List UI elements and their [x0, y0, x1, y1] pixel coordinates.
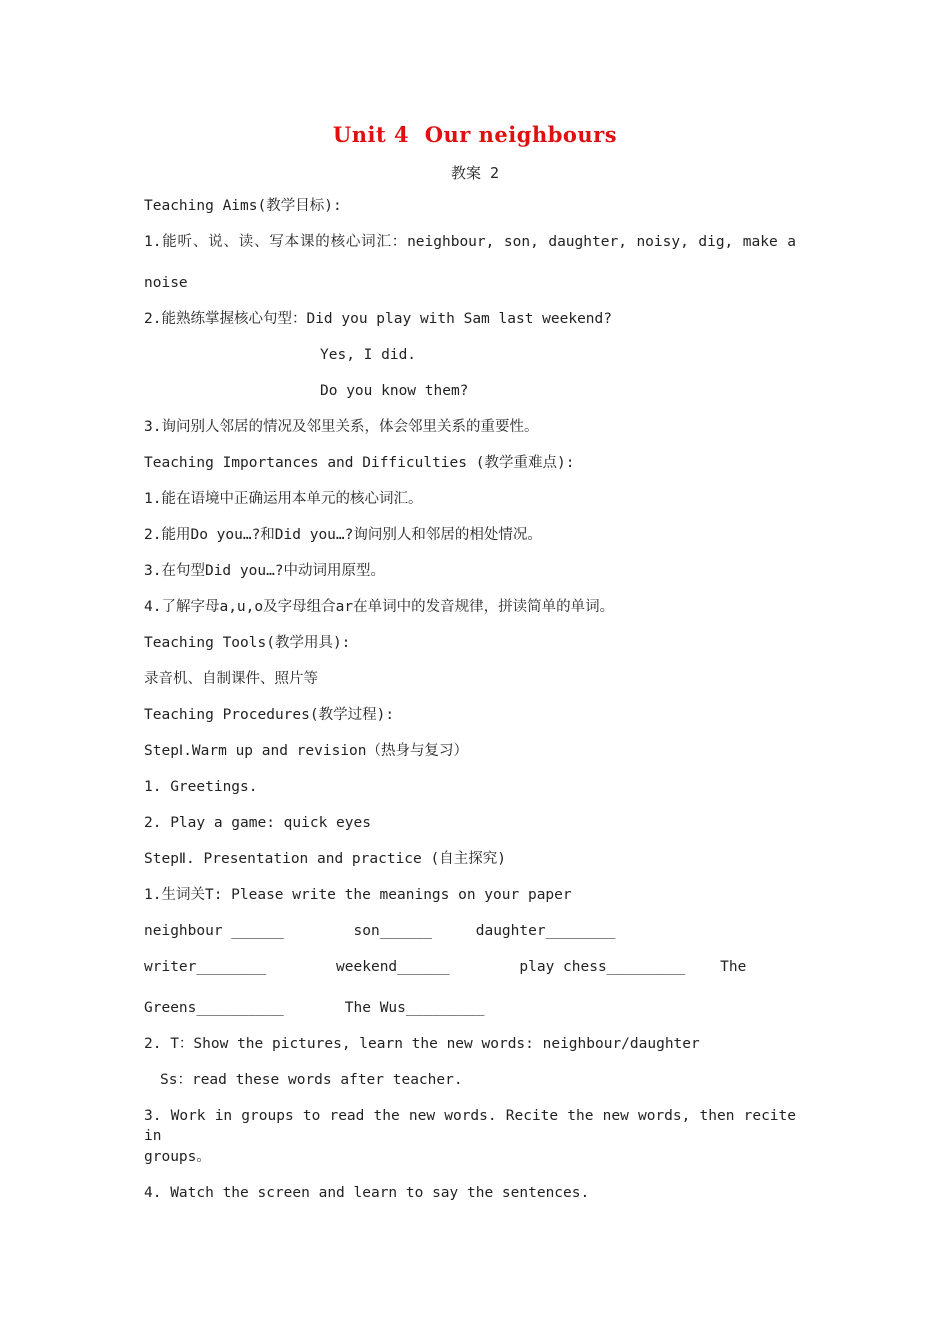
section-heading-tools: Teaching Tools(教学用具): [144, 635, 351, 651]
vocab-blanks-row-1: neighbour ______ son______ daughter________ [144, 923, 616, 939]
step-1-heading: StepⅠ.Warm up and revision（热身与复习） [144, 743, 469, 759]
difficulty-item-4: 4.了解字母a,u,o及字母组合ar在单词中的发音规律，拼读简单的单词。 [144, 599, 615, 615]
aim-item-1-continued: noise [144, 275, 188, 291]
step-1-item-1: 1. Greetings. [144, 779, 258, 795]
step-2-item-3-continued: groups。 [144, 1149, 211, 1165]
section-heading-aims: Teaching Aims(教学目标): [144, 198, 342, 214]
tools-list: 录音机、自制课件、照片等 [144, 671, 318, 687]
step-2-heading: StepⅡ. Presentation and practice (自主探究) [144, 851, 506, 867]
page-title: Unit 4 Our neighbours [332, 122, 618, 147]
step-2-item-3: 3. Work in groups to read the new words. Recite the new words, then recite in [144, 1108, 796, 1144]
step-1-item-2: 2. Play a game: quick eyes [144, 815, 371, 831]
vocab-blanks-row-2: writer________ weekend______ play chess_________ The [144, 959, 747, 975]
page-subtitle: 教案 2 [450, 164, 500, 182]
vocab-blanks-row-3: Greens__________ The Wus_________ [144, 1000, 485, 1016]
sentence-pattern-answer: Yes, I did. [320, 347, 417, 363]
step-2-item-2: 2. T：Show the pictures, learn the new words: neighbour/daughter [144, 1036, 700, 1052]
step-2-item-4: 4. Watch the screen and learn to say the sentences. [144, 1185, 590, 1201]
difficulty-item-2: 2.能用Do you…?和Did you…?询问别人和邻居的相处情况。 [144, 527, 542, 543]
step-2-item-1: 1.生词关T: Please write the meanings on your paper [144, 887, 572, 903]
aim-item-1: 1.能听、说、读、写本课的核心词汇：neighbour, son, daughter, noisy, dig, make a [144, 234, 796, 250]
section-heading-difficulties: Teaching Importances and Difficulties (教学重难点): [144, 455, 575, 471]
sentence-pattern-question: Do you know them? [320, 383, 469, 399]
section-heading-procedures: Teaching Procedures(教学过程): [144, 707, 395, 723]
difficulty-item-1: 1.能在语境中正确运用本单元的核心词汇。 [144, 491, 423, 507]
aim-item-3: 3.询问别人邻居的情况及邻里关系，体会邻里关系的重要性。 [144, 419, 539, 435]
aim-item-2: 2.能熟练掌握核心句型：Did you play with Sam last weekend? [144, 311, 612, 327]
step-2-item-2-students: Ss：read these words after teacher. [160, 1072, 463, 1088]
difficulty-item-3: 3.在句型Did you…?中动词用原型。 [144, 563, 386, 579]
